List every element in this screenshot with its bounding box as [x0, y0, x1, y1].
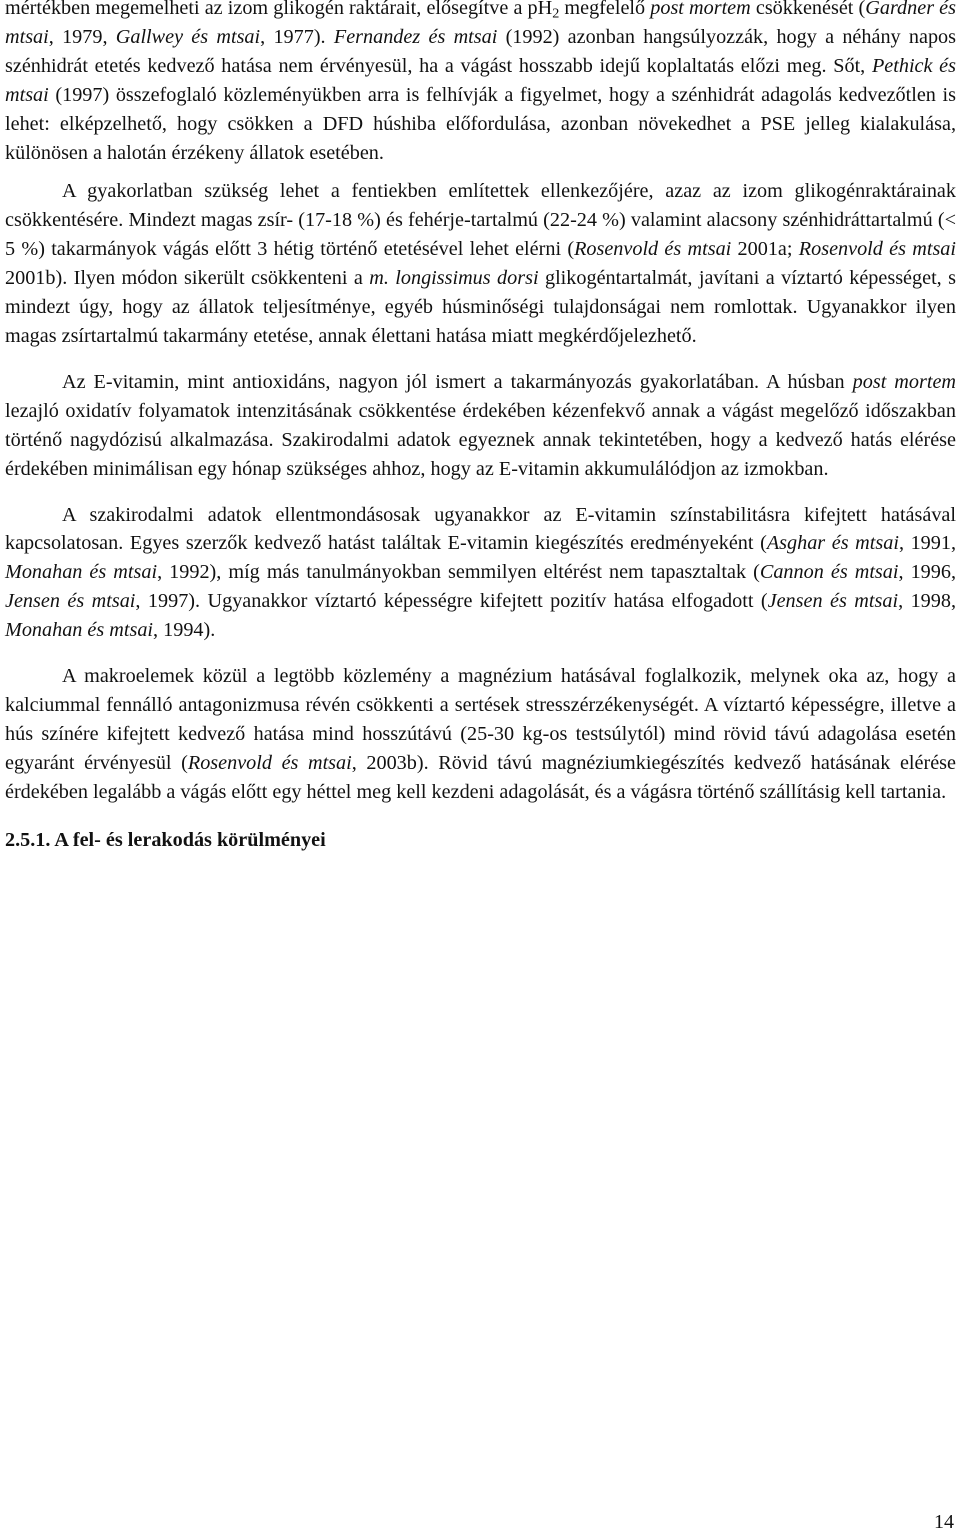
document-page	[5, 0, 956, 854]
p1-run-10: (1992) azonban hangsúlyozzák, hogy a néhány napos szénhidrát etetés kedvező hatása nem érvényesül, ha a vágást hosszabb idejű koplaltatás előzi meg. Sőt,	[5, 25, 956, 77]
section-heading: 2.5.1. A fel- és lerakodás körülményei	[5, 828, 326, 851]
p4-run-2: , 1991,	[898, 532, 957, 555]
p4-run-5: Cannon és mtsai	[759, 561, 899, 584]
p2-run-0: A gyakorlatban szükség lehet a fentiekben említettek ellenkezőjére, azaz az izom glikogénraktárainak csökkentésére. Mindezt magas zsír- (17-18 %) és fehérje-tartalmú (22-24 %) valamint alacsony szénhidráttartalmú (< 5 %) takarmányok vágás előtt 3 hétig történő etetésével lehet elérni (	[5, 180, 956, 261]
p1-run-5: Gardner és mtsai	[5, 0, 956, 48]
p2-run-2: 2001a;	[731, 238, 799, 261]
page-number: 14	[934, 1511, 954, 1533]
p1-run-6: , 1979,	[48, 25, 116, 48]
p1-run-7: Gallwey és mtsai	[115, 25, 261, 48]
p4-run-9: Jensen és mtsai	[767, 590, 899, 613]
p2-run-1: Rosenvold és mtsai	[574, 238, 732, 261]
p1-run-4: csökkenését (	[750, 0, 866, 19]
p4-run-8: , 1997). Ugyanakkor víztartó képességre kifejtett pozitív hatása elfogadott (	[135, 590, 768, 613]
p1-run-3: post mortem	[650, 0, 751, 19]
p1-run-11: Pethick és mtsai	[5, 54, 957, 106]
p2-run-4: 2001b). Ilyen módon sikerült csökkenteni a	[5, 267, 370, 290]
p1-run-8: , 1977).	[260, 25, 334, 48]
p4-run-10: , 1998,	[898, 590, 956, 613]
p2-run-6: glikogéntartalmát, javítani a víztartó képességet, s mindezt úgy, hogy az állatok teljesítménye, egyéb húsminőségi tulajdonságai nem romlottak. Ugyanakkor ilyen magas zsírtartalmú takarmány etetése, annak élettani hatása miatt megkérdőjelezhető.	[5, 267, 956, 347]
paragraph-5	[5, 662, 956, 807]
p4-run-3: Monahan és mtsai	[5, 561, 158, 584]
p1-run-1: 2	[552, 5, 560, 22]
p2-run-5: m. longissimus dorsi	[369, 267, 539, 290]
p3-run-0: Az E-vitamin, mint antioxidáns, nagyon jól ismert a takarmányozás gyakorlatában. A húsban	[62, 370, 853, 393]
p4-run-0: A szakirodalmi adatok ellentmondásosak ugyanakkor az E-vitamin színstabilitásra kifejtett hatásával kapcsolatosan. Egyes szerzők kedvező hatást találtak E-vitamin kiegészítés eredményeként (	[5, 503, 956, 555]
p3-run-2: lezajló oxidatív folyamatok intenzitásának csökkentése érdekében kézenfekvő annak a vágást megelőző időszakban történő nagydózisú alkalmazása. Szakirodalmi adatok egyeznek annak tekintetében, hogy a kedvező hatás elérése érdekében minimálisan egy hónap szükséges ahhoz, hogy az E-vitamin akkumulálódjon az izmokban.	[5, 399, 956, 480]
paragraph-4	[5, 501, 956, 646]
p3-run-1: post mortem	[852, 370, 956, 393]
p1-run-9: Fernandez és mtsai	[333, 25, 498, 48]
p1-run-12: (1997) összefoglaló közleményükben arra is felhívják a figyelmet, hogy a szénhidrát adagolás kedvezőtlen is lehet: elképzelhető, hogy csökken a DFD húshiba előfordulása, azonban növekedhet a PSE jelleg kialakulása, különösen a halotán érzékeny állatok esetében.	[5, 83, 956, 164]
p5-run-1: Rosenvold és mtsai	[187, 751, 352, 774]
p4-run-4: , 1992), míg más tanulmányokban semmilyen eltérést nem tapasztaltak (	[157, 561, 760, 584]
p4-run-11: Monahan és mtsai	[5, 619, 154, 642]
p1-run-2: megfelelő	[559, 0, 651, 19]
p1-run-0: mértékben megemelheti az izom glikogén raktárait, elősegítve a pH	[5, 0, 553, 19]
paragraph-3	[5, 368, 956, 484]
paragraph-1	[5, 0, 956, 167]
p4-run-12: , 1994).	[153, 619, 216, 642]
p4-run-6: , 1996,	[898, 561, 957, 584]
paragraph-2	[5, 177, 956, 350]
p5-run-0: A makroelemek közül a legtöbb közlemény a magnézium hatásával foglalkozik, melynek oka az, hogy a kalciummal fennálló antagonizmusa révén csökkenti a sertések stresszérzékenységét. A víztartó képességre, illetve a hús színére kifejtett kedvező hatása mind hosszútávú (25-30 kg-os testsúlytól) mind rövid távú adagolása esetén egyaránt érvényesül (	[5, 665, 956, 774]
p2-run-3: Rosenvold és mtsai	[798, 238, 957, 261]
p4-run-7: Jensen és mtsai	[5, 590, 136, 613]
p4-run-1: Asghar és mtsai	[766, 532, 899, 555]
p5-run-2: , 2003b). Rövid távú magnéziumkiegészítés kedvező hatásának elérése érdekében legalább a vágás előtt egy héttel meg kell kezdeni adagolását, és a vágásra történő szállításig kell tartania.	[5, 751, 956, 803]
